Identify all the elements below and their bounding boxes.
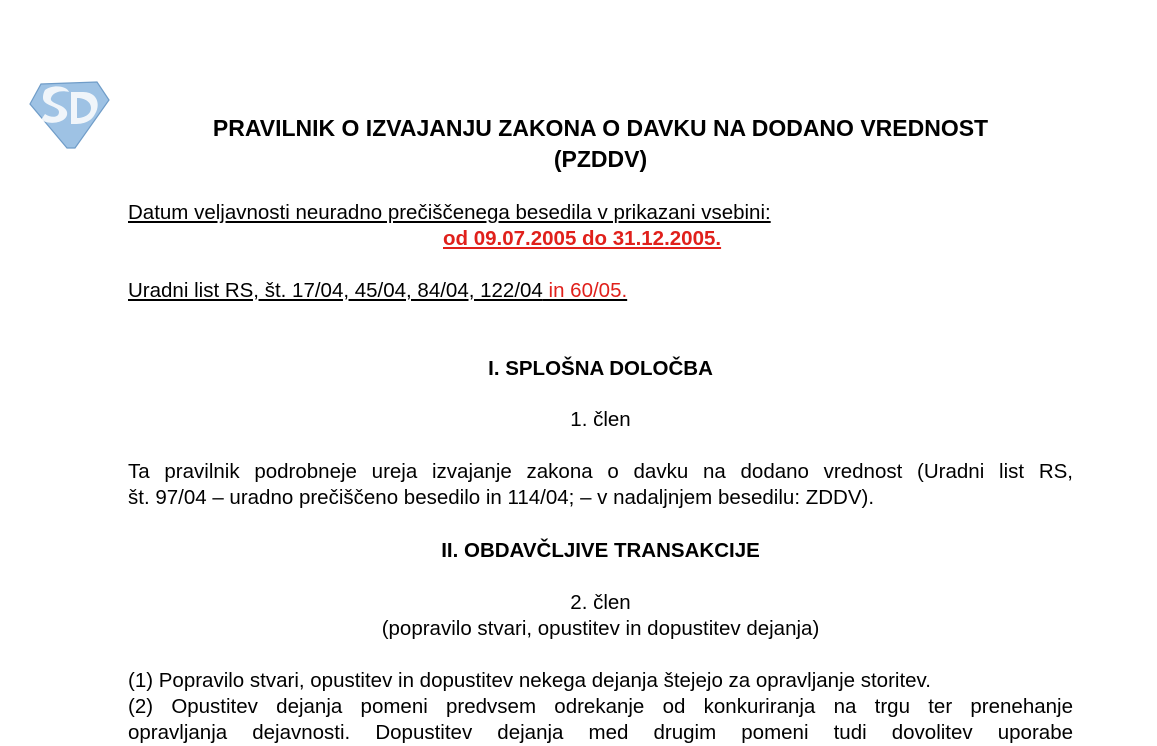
- article-text-line: št. 97/04 – uradno prečiščeno besedilo in 114/04; – v nadaljnjem besedilu: ZDDV).: [128, 486, 875, 509]
- article-subtitle: (popravilo stvari, opustitev in dopustitev dejanja): [381, 617, 820, 640]
- validity-range: od 09.07.2005 do 31.12.2005.: [443, 227, 722, 250]
- gazette-reference: [128, 278, 627, 304]
- article-text-line: (1) Popravilo stvari, opustitev in dopustitev nekega dejanja štejejo za opravljanje storitev.: [128, 669, 931, 692]
- article-text-line: opravljanja dejavnosti. Dopustitev dejanja med drugim pomeni tudi dovolitev uporabe: [128, 721, 1073, 744]
- publisher-logo: [27, 78, 111, 150]
- article-text-line: Ta pravilnik podrobneje ureja izvajanje zakona o davku na dodano vrednost (Uradni list RS,: [128, 460, 1073, 483]
- article-number: 2. člen: [570, 591, 631, 614]
- article-text-line: (2) Opustitev dejanja pomeni predvsem odrekanje od konkuriranja na trgu ter prenehanje: [128, 695, 1073, 718]
- document-title-abbreviation: (PZDDV): [553, 146, 648, 172]
- article-number: 1. člen: [570, 408, 631, 431]
- section-heading: I. SPLOŠNA DOLOČBA: [488, 357, 713, 380]
- gazette-amendment: in 60/05.: [542, 279, 628, 302]
- section-heading: II. OBDAVČLJIVE TRANSAKCIJE: [441, 539, 760, 562]
- document-title: PRAVILNIK O IZVAJANJU ZAKONA O DAVKU NA DODANO VREDNOST: [212, 115, 989, 141]
- gazette-numbers: Uradni list RS, št. 17/04, 45/04, 84/04, 122/04: [128, 279, 543, 302]
- validity-label: Datum veljavnosti neuradno prečiščenega besedila v prikazani vsebini:: [128, 201, 771, 224]
